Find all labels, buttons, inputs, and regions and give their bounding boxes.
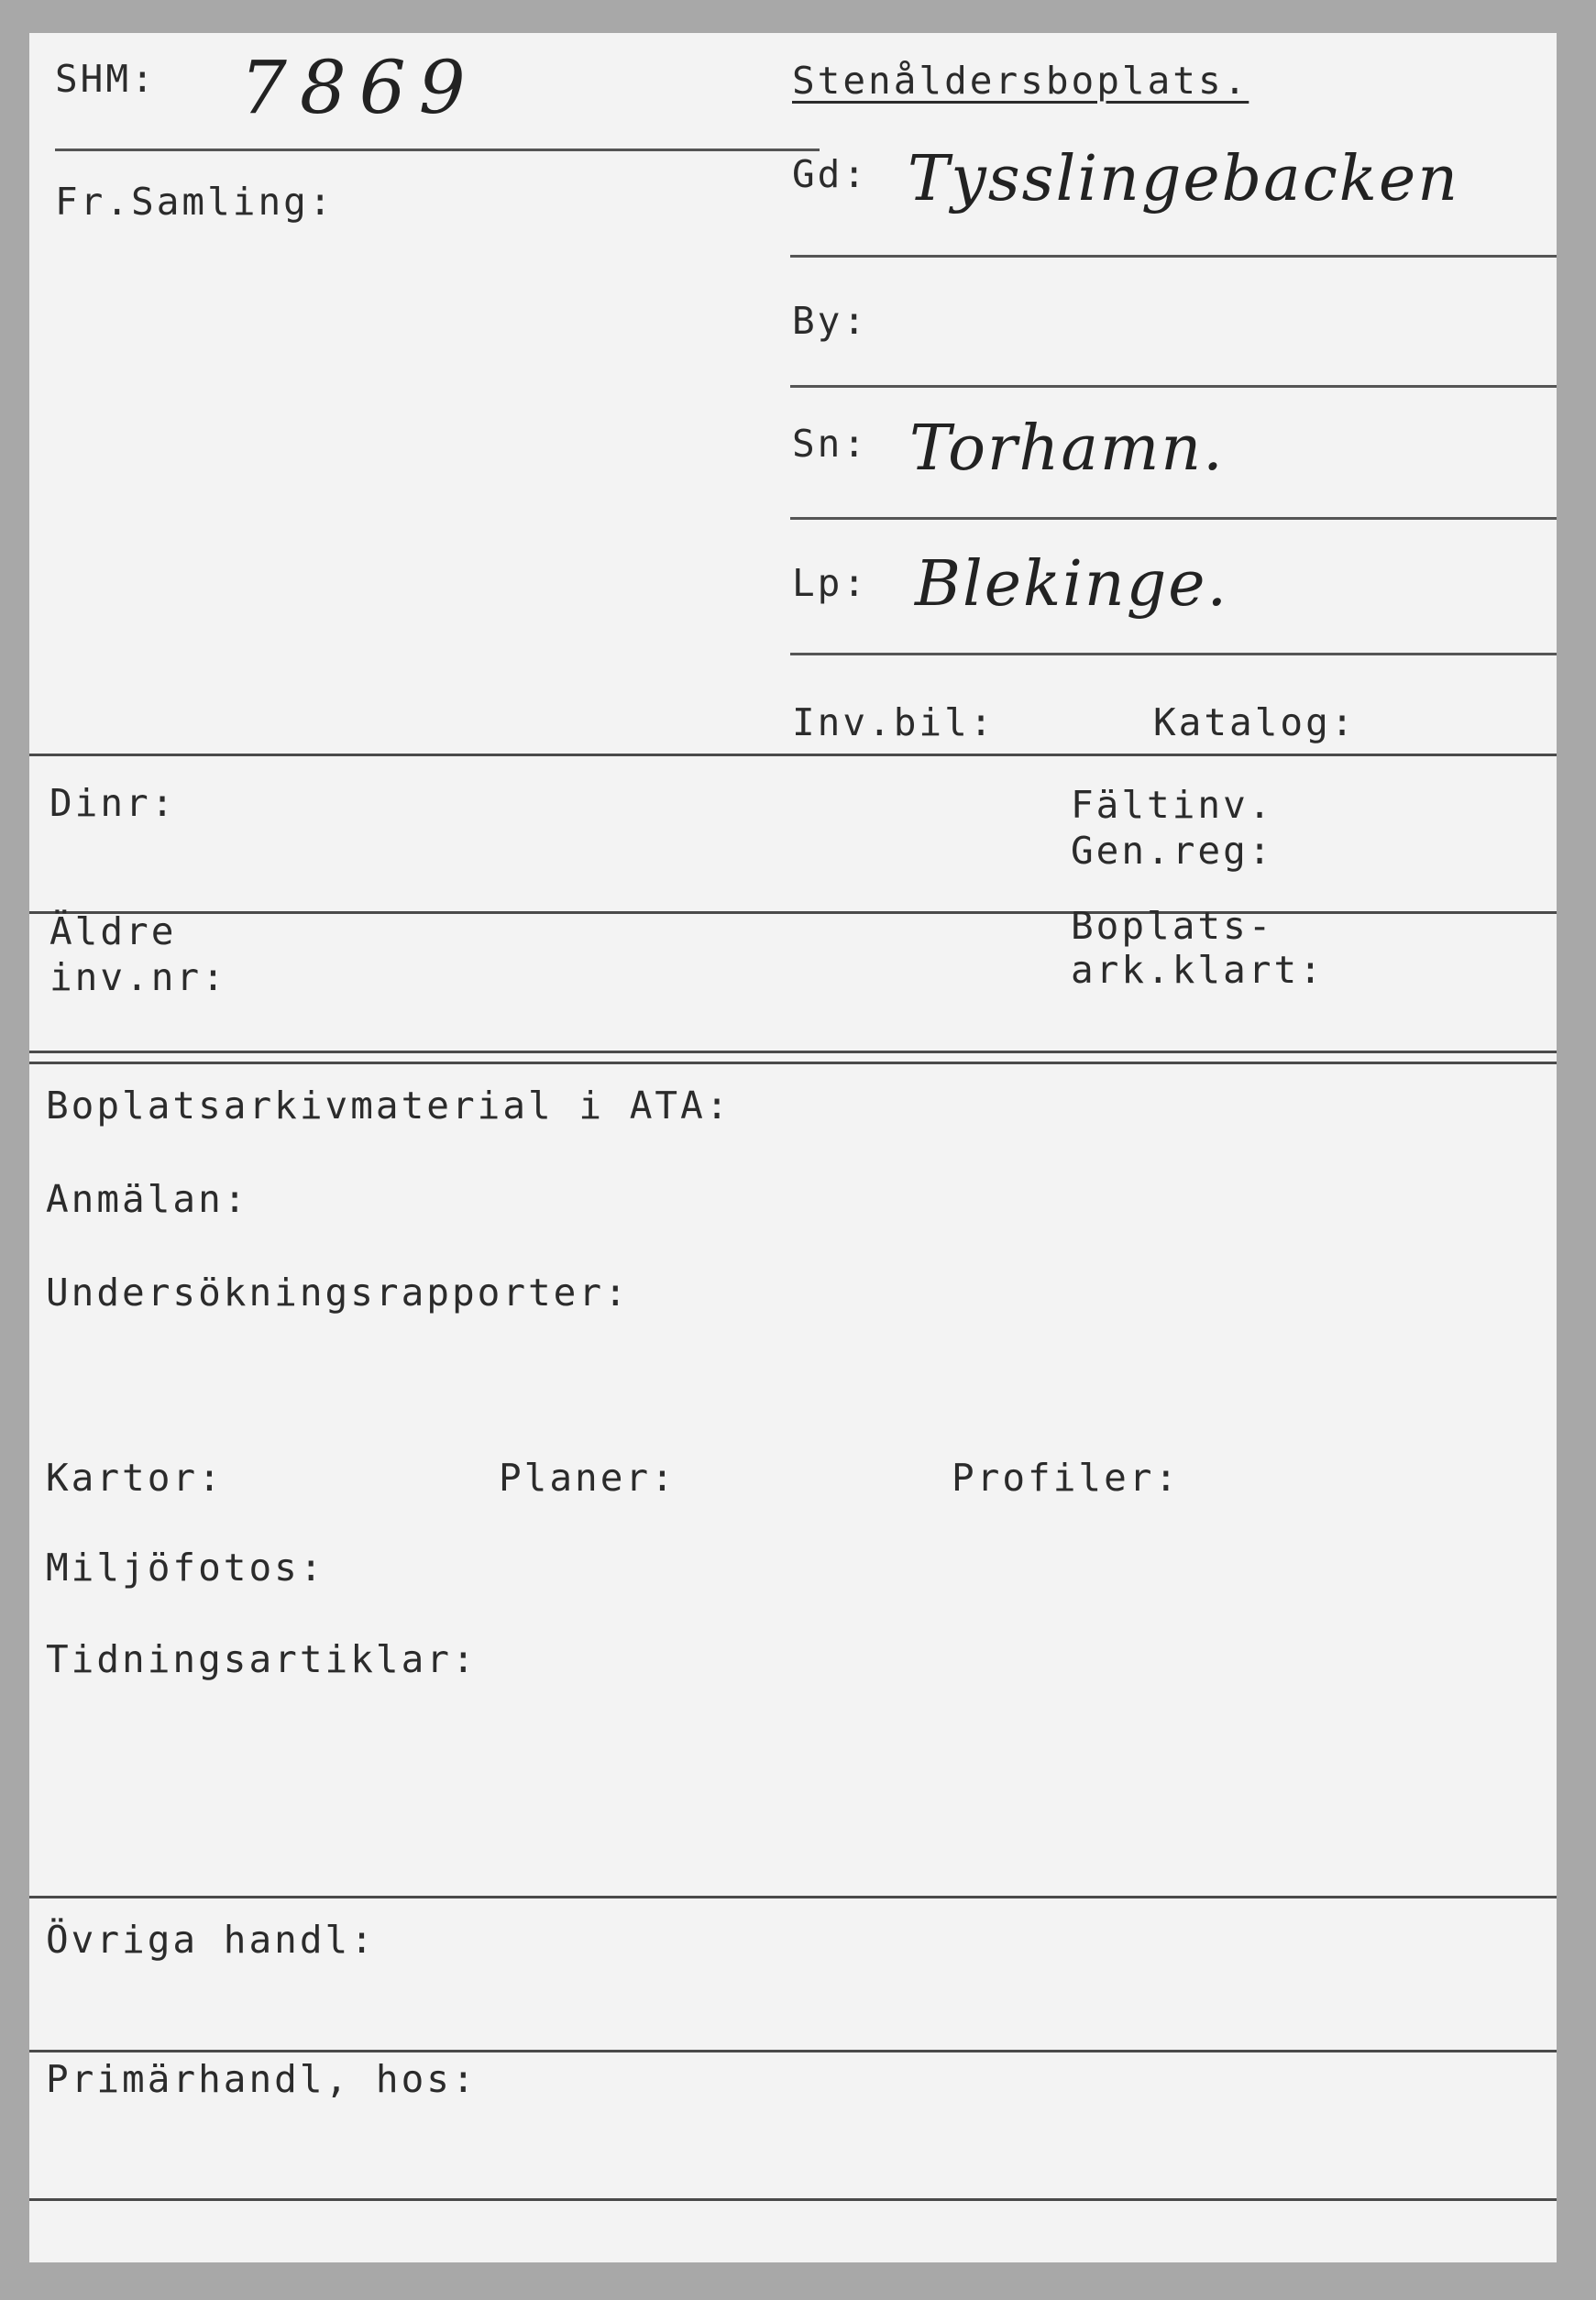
shm-label: SHM: xyxy=(55,57,157,101)
boplats-label: Boplats- xyxy=(1071,904,1274,948)
aldre-label: Äldre xyxy=(50,909,177,953)
lp-value-handwritten: Blekinge. xyxy=(915,548,1229,621)
inv-bil-label: Inv.bil: xyxy=(792,700,996,744)
sn-label: Sn: xyxy=(792,422,869,466)
sn-underline xyxy=(790,517,1557,520)
section-divider-4 xyxy=(29,1896,1557,1898)
gd-value-handwritten: Tysslingebacken xyxy=(908,143,1460,215)
shm-underline xyxy=(55,149,820,151)
inv-nr-label: inv.nr: xyxy=(50,955,227,999)
section-divider-3b xyxy=(29,1062,1557,1064)
profiler-label: Profiler: xyxy=(952,1456,1181,1500)
miljofotos-label: Miljöfotos: xyxy=(46,1546,325,1590)
gen-reg-label: Gen.reg: xyxy=(1071,829,1274,873)
undersokning-label: Undersökningsrapporter: xyxy=(46,1271,630,1315)
section-divider-1 xyxy=(29,754,1557,756)
section-divider-6 xyxy=(29,2198,1557,2201)
archive-card xyxy=(29,33,1557,2262)
planer-label: Planer: xyxy=(499,1456,677,1500)
section-divider-3a xyxy=(29,1051,1557,1053)
anmalan-label: Anmälan: xyxy=(46,1177,249,1221)
faltinv-label: Fältinv. xyxy=(1071,783,1274,827)
kartor-label: Kartor: xyxy=(46,1456,224,1500)
section-divider-2 xyxy=(29,911,1557,914)
primar-label: Primärhandl, hos: xyxy=(46,2057,478,2101)
by-label: By: xyxy=(792,299,869,343)
tidning-label: Tidningsartiklar: xyxy=(46,1637,478,1681)
section-divider-5 xyxy=(29,2050,1557,2052)
lp-underline xyxy=(790,653,1557,655)
by-underline xyxy=(790,385,1557,388)
katalog-label: Katalog: xyxy=(1153,700,1357,744)
sn-value-handwritten: Torhamn. xyxy=(909,413,1225,485)
card-title: Stenåldersboplats. xyxy=(792,59,1249,103)
ovriga-label: Övriga handl: xyxy=(46,1918,376,1962)
gd-underline xyxy=(790,255,1557,258)
boplatsarkiv-label: Boplatsarkivmaterial i ATA: xyxy=(46,1084,732,1128)
dinr-label: Dinr: xyxy=(50,781,177,825)
lp-label: Lp: xyxy=(792,561,869,605)
ark-klart-label: ark.klart: xyxy=(1071,948,1325,992)
gd-label: Gd: xyxy=(792,152,869,196)
fr-samling-label: Fr.Samling: xyxy=(55,180,335,224)
shm-number-handwritten: 7869 xyxy=(240,45,479,130)
